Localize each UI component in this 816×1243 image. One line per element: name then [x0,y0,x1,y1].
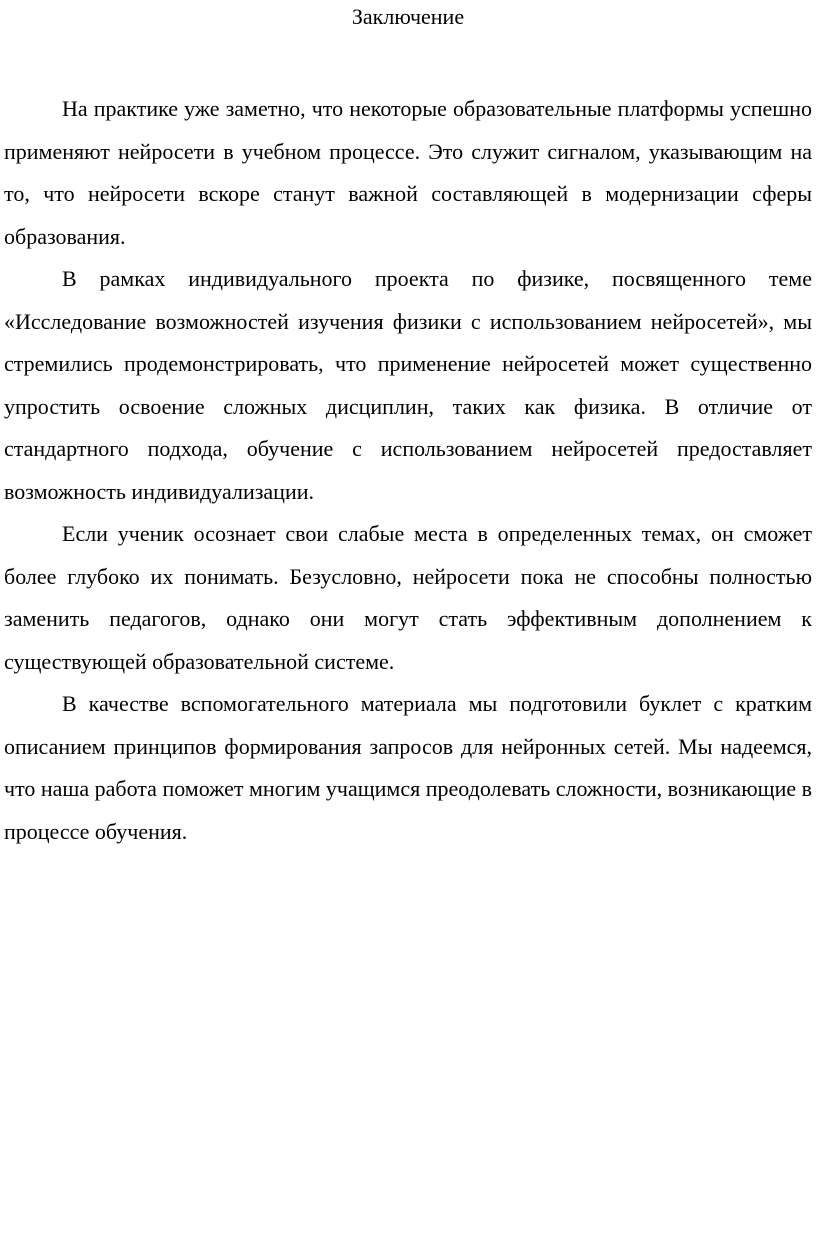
paragraph-1: На практике уже заметно, что некоторые образовательные платформы успешно применяют нейросети в учебном процессе. Это служит сигналом, указывающим на то, что нейросети вскоре станут важной составляющей в модернизации сферы образования. [4,96,812,249]
document-body [4,88,812,853]
paragraph-2: В рамках индивидуального проекта по физике, посвященного теме «Исследование возможностей изучения физики с использованием нейросетей», мы стремились продемонстрировать, что применение нейросетей может существенно упростить освоение сложных дисциплин, таких как физика. В отличие от стандартного подхода, обучение с использованием нейросетей предоставляет возможность индивидуализации. [4,266,812,504]
page-title: Заключение [351,4,465,29]
paragraph-4: В качестве вспомогательного материала мы подготовили буклет с кратким описанием принципов формирования запросов для нейронных сетей. Мы надеемся, что наша работа поможет многим учащимся преодолевать сложности, возникающие в процессе обучения. [4,691,812,844]
paragraph-3: Если ученик осознает свои слабые места в определенных темах, он сможет более глубоко их понимать. Безусловно, нейросети пока не способны полностью заменить педагогов, однако они могут стать эффективным дополнением к существующей образовательной системе. [4,521,812,674]
